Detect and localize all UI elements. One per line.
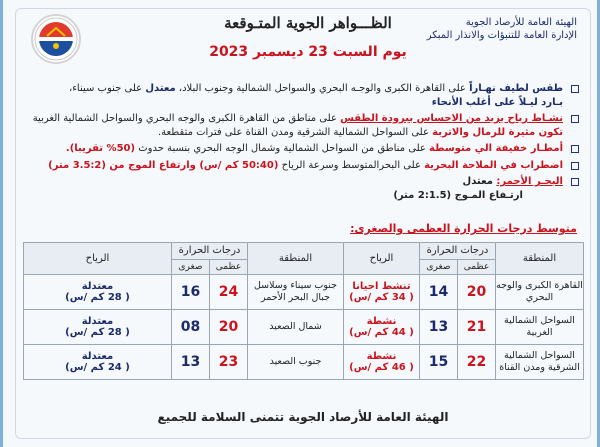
wind-state: نشطة (366, 351, 397, 362)
wind-speed: ( 24 كم /س) (65, 362, 130, 373)
temperature-table (23, 242, 584, 380)
org-department: الإدارة العامة للتنبؤات والانذار المبكر (426, 30, 577, 41)
meteorological-authority-logo-icon (31, 14, 81, 64)
column-header-region: المنطقة (496, 243, 584, 275)
column-header-max: عظمى (210, 259, 248, 274)
region-cell: جنوب سيناء وسلاسل جبال البحر الأحمر (248, 275, 344, 310)
column-header-region: المنطقة (248, 243, 344, 275)
column-header-temps: درجات الحرارة (172, 243, 248, 260)
region-cell: السواحل الشمالية الغربية (496, 310, 584, 345)
table-row (24, 345, 584, 380)
bullet-square-icon (571, 145, 579, 153)
wind-speed: ( 28 كم /س) (65, 292, 130, 304)
max-temp-cell: 21 (458, 310, 496, 345)
max-temp-cell: 20 (458, 275, 496, 310)
wind-state: معتدلة (81, 316, 114, 328)
column-header-temps: درجات الحرارة (420, 243, 496, 260)
column-header-max: عظمى (458, 259, 496, 274)
list-item: أمطـار خفيفة الي متوسطة على مناطق من السواحل الشمالية وشمال الوجه البحري بنسبة حدوث (50% تقريبا). (14, 142, 579, 156)
max-temp-cell: 22 (458, 345, 496, 380)
wind-state: نشطة (366, 316, 397, 328)
footer-message: الهيئة العامة للأرصاد الجوية تتمنى السلامة للجميع (157, 410, 449, 424)
list-item: البحـر الأحمر: معتدل ارتـفاع المـوج (2:1.5 متر) (14, 175, 579, 202)
region-cell: شمال الصعيد (248, 310, 344, 345)
wind-cell (344, 345, 420, 380)
temperature-table-heading: متوسط درجات الحرارة العظمى والصغرى: (350, 222, 577, 235)
bullet-square-icon (571, 162, 579, 170)
max-temp-cell: 23 (210, 345, 248, 380)
page-title: الظـــواهر الجوية المتـوقعة (224, 14, 392, 32)
column-header-min: صغرى (420, 259, 458, 274)
table-row (24, 275, 584, 310)
min-temp-cell: 14 (420, 275, 458, 310)
bullet-square-icon (571, 178, 579, 186)
wind-speed: ( 28 كم /س) (65, 327, 130, 339)
min-temp-cell: 13 (172, 345, 210, 380)
org-name: الهيئة العامة للأرصاد الجوية (465, 17, 577, 28)
forecast-date: يوم السبت 23 ديسمبر 2023 (209, 44, 407, 60)
weather-phenomena-list (14, 82, 579, 205)
wind-cell (24, 275, 172, 310)
region-cell: السواحل الشمالية الشرقية ومدن القناة (496, 345, 584, 380)
table-row (24, 310, 584, 345)
bullet-square-icon (571, 85, 579, 93)
max-temp-cell: 20 (210, 310, 248, 345)
column-header-min: صغرى (172, 259, 210, 274)
wind-speed: ( 46 كم /س) (349, 362, 414, 373)
min-temp-cell: 15 (420, 345, 458, 380)
min-temp-cell: 13 (420, 310, 458, 345)
list-item: اضطراب في الملاحة البحرية على البحرالمتوسط وسرعة الرياح (50:40 كم /س) وارتفاع الموج من (3.5:2 متر) (14, 159, 579, 173)
wind-cell (344, 275, 420, 310)
min-temp-cell: 08 (172, 310, 210, 345)
wind-speed: ( 34 كم /س) (349, 292, 414, 304)
wind-state: معتدلة (81, 281, 114, 293)
wind-cell (24, 345, 172, 380)
wind-cell (24, 310, 172, 345)
region-cell: القاهرة الكبرى والوجه البحري (496, 275, 584, 310)
max-temp-cell: 24 (210, 275, 248, 310)
wind-state: معتدلة (81, 351, 114, 362)
min-temp-cell: 16 (172, 275, 210, 310)
column-header-wind: الرياح (24, 243, 172, 275)
table-header-row (24, 243, 584, 260)
wind-cell (344, 310, 420, 345)
bullet-square-icon (571, 115, 579, 123)
wind-state: تنشط احيانا (352, 281, 411, 293)
column-header-wind: الرياح (344, 243, 420, 275)
list-item: نشـاط رياح يزيد من الاحساس ببرودة الطقس على مناطق من القاهرة الكبرى والوجه البحري والسواحل الشمالية الغربية تكون مثيرة للرمال والاتربة على السواحل الشمالية الشرقية ومدن القناة على فترات متقطعة. (14, 112, 579, 139)
list-item: طقس لطيف نهـاراً على القاهرة الكبرى والوجـه البحري والسواحل الشمالية وجنوب البلاد، معتدل على جنوب سيناء، بـارد ليـلاً على أغلب الأنحاء (14, 82, 579, 109)
region-cell: جنوب الصعيد (248, 345, 344, 380)
wind-speed: ( 44 كم /س) (349, 327, 414, 339)
title-block (193, 14, 423, 60)
